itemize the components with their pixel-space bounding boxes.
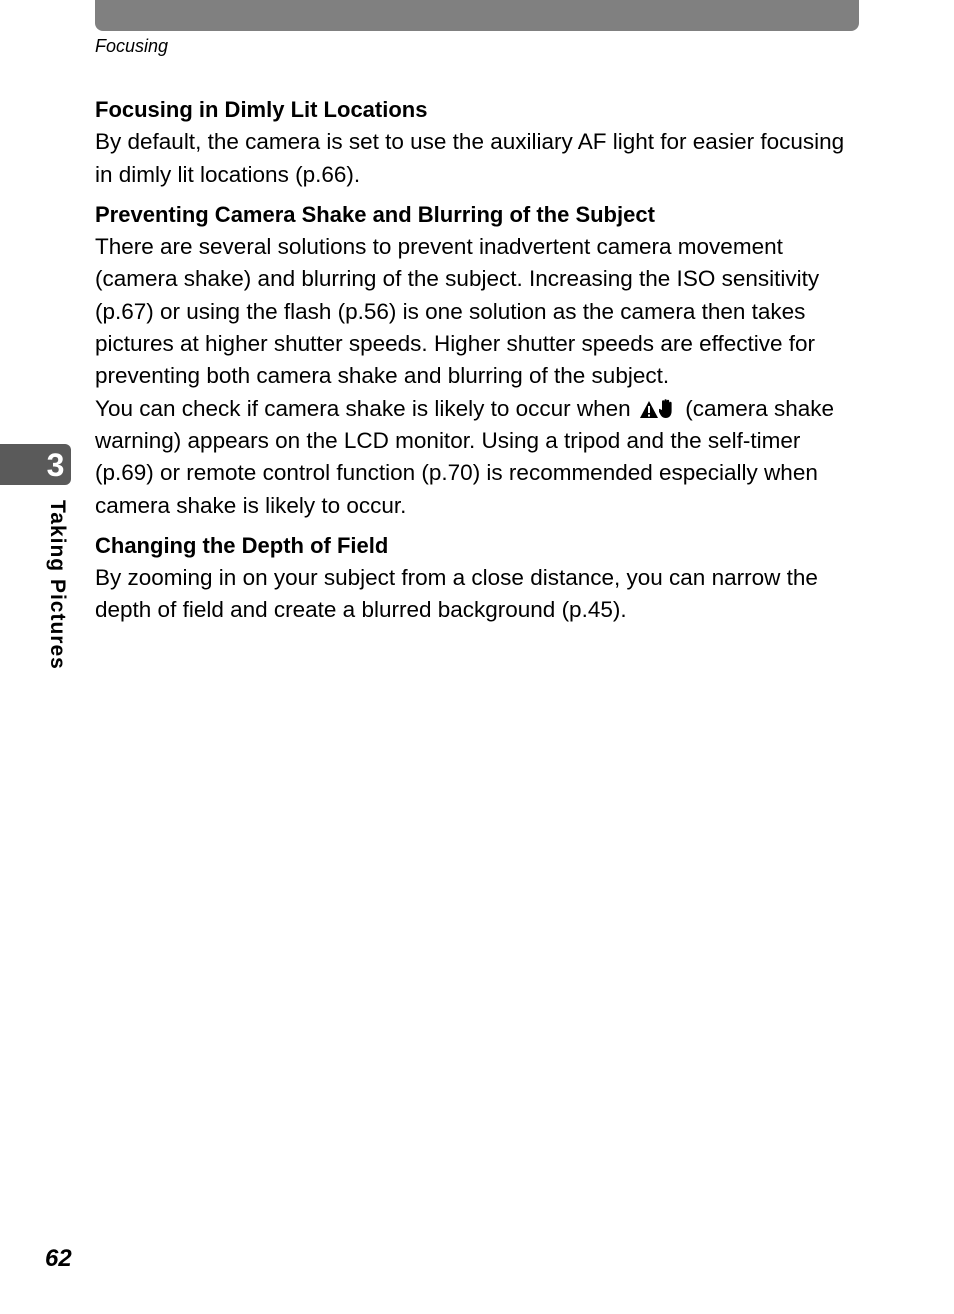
header-bar bbox=[95, 0, 859, 31]
section-heading: Changing the Depth of Field bbox=[95, 532, 389, 558]
chapter-title: Taking Pictures bbox=[46, 500, 69, 670]
chapter-number: 3 bbox=[46, 446, 65, 483]
section-dim-light bbox=[95, 94, 865, 191]
section-camera-shake bbox=[95, 199, 865, 522]
section-heading: Preventing Camera Shake and Blurring of the Subject bbox=[95, 201, 655, 227]
page-number: 62 bbox=[45, 1245, 72, 1272]
section-heading: Focusing in Dimly Lit Locations bbox=[95, 97, 428, 122]
main-content bbox=[95, 94, 865, 635]
running-header: Focusing bbox=[95, 36, 169, 56]
section-depth-of-field bbox=[95, 530, 865, 627]
section-paragraph: By zooming in on your subject from a close distance, you can narrow the depth of field and create a blurred background (p.45). bbox=[95, 565, 818, 623]
shake-text-after: (camera shake warning) appears on the LCD monitor. Using a tripod and the self-timer (p.69) or remote control function (p.70) is recommended especially when camera shake is likely to occur. bbox=[95, 395, 835, 518]
chapter-tab bbox=[0, 444, 71, 485]
section-paragraph: By default, the camera is set to use the auxiliary AF light for easier focusing in dimly lit locations (p.66). bbox=[95, 129, 845, 187]
camera-shake-warning-icon bbox=[639, 399, 676, 419]
shake-text-before: You can check if camera shake is likely to occur when bbox=[95, 395, 631, 421]
shake-warning-paragraph bbox=[95, 393, 865, 522]
section-paragraph: There are several solutions to prevent inadvertent camera movement (camera shake) and blurring of the subject. Increasing the ISO sensitivity (p.67) or using the flash (p.56) is one solution as the camera then takes pictures at higher shutter speeds. Higher shutter speeds are effective for preventing both camera shake and blurring of the subject. bbox=[95, 234, 820, 389]
